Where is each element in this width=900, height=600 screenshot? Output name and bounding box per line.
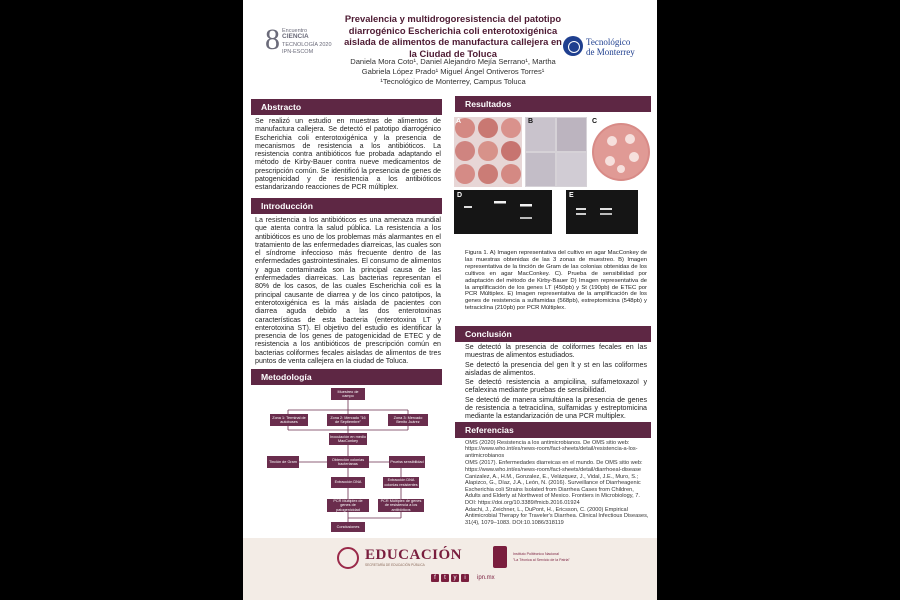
figure-caption: Figura 1. A) Imagen representativa del cultivo en agar MacConkey de las muestras obtenidas de las 3 zonas de muestreo. B) Imagen representativa de la tinción de Gram de las colonias obtenidas de los cultivos en agar MacConkey. C). Prueba de sensibilidad por adaptación del método de Kirby-Bauer D) Imagen representativa de la amplificación de los genes LT (450pb) y St (190pb) de ETEC por PCR Múltiplex. E) Imagen representativa de la amplificación de los genes de resistencia a sulfamidas (568pb), estreptomicina (548pb) y tetraciclina (210pb) por PCR Múltiplex.	[465, 250, 647, 312]
figure-panel-b	[525, 117, 587, 187]
conclusion-item: Se detectó de manera simultánea la presencia de genes de resistencia a tetraciclina, sulfamidas y estreptomicina mediante la estandarización de una PCR multiplex.	[465, 395, 647, 421]
logo-line: IPN-ESCOM	[282, 49, 314, 55]
educacion-word: EDUCACIÓN	[365, 547, 463, 563]
flow-sensitivity: Prueba sensibilidad	[389, 456, 425, 468]
poster-header	[243, 0, 657, 94]
intro-heading: Introducción	[251, 198, 442, 214]
conclusion-heading: Conclusión	[455, 326, 651, 342]
ipn-line1: Instituto Politécnico Nacional	[513, 552, 559, 556]
flow-dna-extraction: Extracción DNA	[331, 477, 365, 488]
ipn-seal-icon	[493, 546, 507, 568]
ipn-logo	[493, 546, 583, 570]
figure-panel-e	[566, 190, 638, 234]
author-list: Daniela Mora Coto¹, Daniel Alejandro Mejía Serrano¹, Martha Gabriela López Prado¹ Miguel Ángel Ontiveros Torres¹	[350, 57, 556, 76]
figure-label-e: E	[569, 192, 574, 199]
figure-label-a: A	[456, 118, 462, 125]
ipn-line2: "La Técnica al Servicio de la Patria"	[513, 558, 570, 562]
tec-logo	[563, 36, 653, 60]
flow-inoculation: Inoculación en medio MacConkey	[330, 434, 366, 443]
figure-label-c: C	[592, 118, 598, 125]
flow-zone-3: Zona 3: Mercado Benito Juárez	[388, 414, 428, 426]
intro-text: La resistencia a los antibióticos es una amenaza mundial que atenta contra la salud pública. La resistencia a los antibióticos es uno de los problemas más alarmantes en el tratamiento de las enfermedades diarreicas, las cuales son el síndrome infeccioso más frecuente dentro de las enfermedades gastrointestinales. El consumo de alimentos y agua contaminada son la principal causa de las enfermedades diarreicas. Las bacterias representan el 80% de los casos, de las cuales Escherichia coli es la principal causante de diarrea y de los cinco patotipos, la enterotoxigénica es la más aislada de pacientes con diarrea aguda debido a las dos enterotoxinas características de esta bacteria (enterotoxina LT y enterotoxina ST). El objetivo del estudio es identificar la presencia de los genes de patogenicidad de ETEC y de resistencia a los antibióticos de prescripción común en bacterias coliformes fecales aisladas de alimentos de tres puntos de venta callejera en la ciudad de Toluca.	[255, 216, 441, 366]
flow-gram: Tinción de Gram	[267, 456, 299, 468]
methodology-flowchart	[261, 388, 435, 536]
poster-title: Prevalencia y multidrogoresistencia del patotipo diarrogénico Escherichia coli enterotoxigénica aislada de alimentos de manufactura callejera en la Ciudad de Toluca	[344, 13, 562, 59]
flow-pcr-resistance: PCR Múltiplex de genes de resistencia a los antibióticos	[378, 499, 424, 512]
encuentro-logo	[265, 22, 332, 64]
flow-conclusions: Conclusiones	[331, 522, 365, 532]
poster	[243, 0, 657, 600]
reference-item: OMS (2020) Resistencia a los antimicrobianos. De OMS sitio web: https://www.who.int/es/news-room/fact-sheets/detail/resistencia-a-los-antimicrobianos	[465, 440, 638, 459]
poster-footer	[243, 538, 657, 600]
conclusion-item: Se detectó la presencia de coliformes fecales en las muestras de alimentos estudiados.	[465, 343, 647, 360]
logo-line: TECNOLOGÍA 2020	[282, 42, 332, 48]
social-links	[431, 574, 511, 584]
references-list	[465, 440, 649, 527]
figure-panel-c	[590, 117, 652, 187]
ipn-url[interactable]: ipn.mx	[477, 575, 495, 581]
flow-colonies: Obtención colonias bacterianas	[327, 456, 369, 468]
abstract-heading: Abstracto	[251, 99, 442, 115]
figure-label-d: D	[457, 192, 463, 199]
educacion-logo	[337, 546, 487, 570]
methods-heading: Metodología	[251, 369, 442, 385]
tec-name-line1: Tecnológico	[586, 37, 631, 47]
figure-1	[454, 117, 652, 245]
tec-name-line2: de Monterrey	[586, 47, 635, 57]
results-heading: Resultados	[455, 96, 651, 112]
tec-seal-icon	[563, 36, 583, 56]
conclusion-text	[465, 343, 647, 422]
figure-panel-a	[454, 117, 522, 187]
educacion-sub: SECRETARÍA DE EDUCACIÓN PÚBLICA	[365, 563, 425, 567]
affiliation: ¹Tecnológico de Monterrey, Campus Toluca	[380, 77, 526, 86]
facebook-icon[interactable]: f	[431, 574, 439, 582]
authors	[343, 57, 563, 87]
conclusion-item: Se detectó resistencia a ampicilina, sulfametoxazol y cefalexina mediante pruebas de sensibilidad.	[465, 378, 647, 395]
logo-line: CIENCIA	[282, 33, 309, 40]
reference-item: OMS (2017). Enfermedades diarreicas en el mundo. De OMS sitio web: https://www.who.int/es/news-room/fact-sheets/detail/diarrhoeal-disease	[465, 460, 643, 473]
instagram-icon[interactable]: i	[461, 574, 469, 582]
youtube-icon[interactable]: y	[451, 574, 459, 582]
logo-line: Encuentro	[282, 28, 308, 34]
reference-item: Adachi, J., Zeichner, L., DuPont, H., Ericsson, C. (2000) Empirical Antimicrobial Therapy for Traveler's Diarrhea. Clinical Infectious Diseases, 31(4), 1079–1083. DOI:10.1086/318119	[465, 507, 649, 526]
references-heading: Referencias	[455, 422, 651, 438]
figure-panel-d	[454, 190, 552, 234]
flow-dna-resistant: Extracción DNA colonias resistentes	[384, 478, 418, 487]
figure-label-b: B	[528, 118, 534, 125]
abstract-text: Se realizó un estudio en muestras de alimentos de manufactura callejera. Se detectó el patotipo diarrogénico Escherichia coli enterotoxigénica y la presencia de mecanismos de resistencia a los antibióticos. La resistencia contra antibióticos fue probada adaptando el método de Kirby-Bauer contra nueve medicamentos de prescripción común. Se identificó la presencia de genes de patogenicidad y de resistencia a los antibióticos estandarizando reacciones de PCR múltiplex.	[255, 117, 441, 192]
flow-sampling: Muestreo de campo	[331, 388, 365, 400]
logo-number: 8	[265, 23, 280, 56]
flow-zone-2: Zona 2: Mercado "16 de Septiembre"	[327, 414, 369, 426]
twitter-icon[interactable]: t	[441, 574, 449, 582]
flow-pcr-pathogenicity: PCR Múltiplex de genes de patogenicidad	[327, 499, 369, 512]
sep-seal-icon	[337, 547, 359, 569]
flow-zone-1: Zona 1: Terminal de autobuses	[270, 414, 308, 426]
reference-item: Canizalez, A., H.M., Gonzalez, E., Velázquez, J., Vidal, J.E., Muro, S.; Alapizco, G., Díaz, J.A., León, N. (2016). Surveillance of Diarrheagenic Escherichia coli Strains Isolated from Diarrhea Cases from Children, Adults and Elderly at Northwest of Mexico. Frontiers in Microbiology, 7. DOI: https://doi.org/10.3389/fmicb.2016.01924	[465, 474, 641, 506]
conclusion-item: Se detectó la presencia del gen lt y st en las coliformes aisladas de alimentos.	[465, 360, 647, 377]
